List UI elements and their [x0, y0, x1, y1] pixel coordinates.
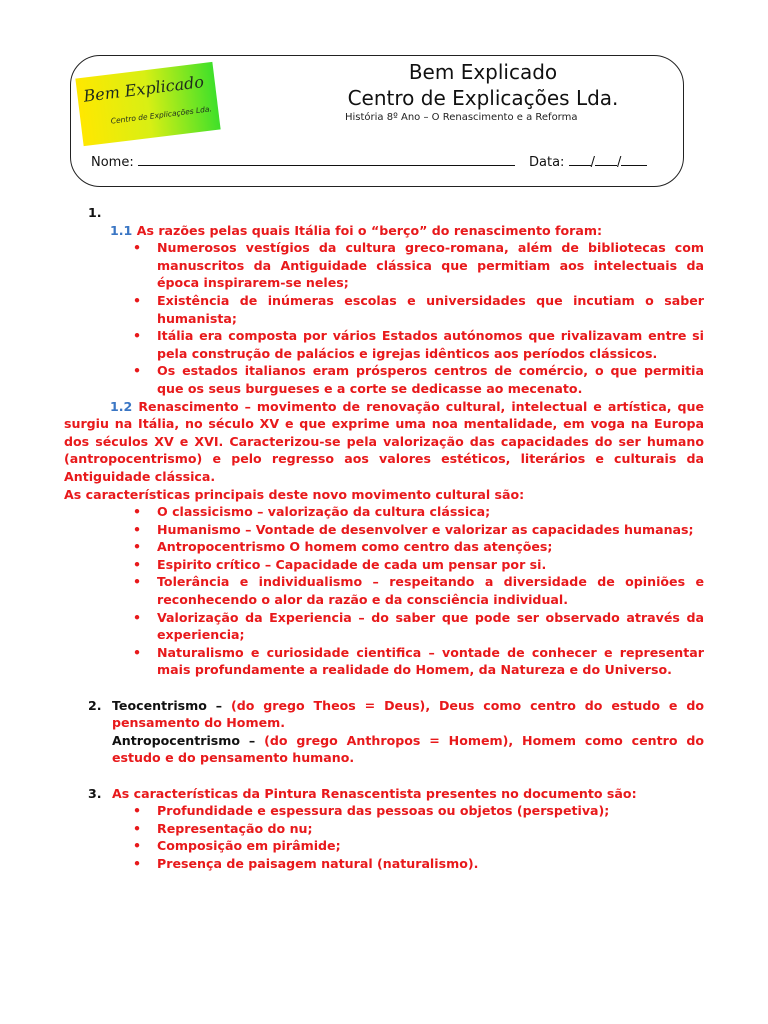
list-item: • Tolerância e individualismo – respeitando a diversidade de opiniões e reconhecendo o alor da razão e da consciência individual. — [64, 573, 704, 608]
answer-content — [64, 204, 704, 873]
section-number: 1.2 — [110, 398, 133, 414]
list-item: • Existência de inúmeras escolas e universidades que incutiam o saber humanista; — [64, 292, 704, 327]
term-teocentrismo: Teocentrismo – — [112, 697, 223, 713]
list-item: • Valorização da Experiencia – do saber que pode ser observado através da experiencia; — [64, 609, 704, 644]
list-item: • O classicismo – valorização da cultura clássica; — [64, 503, 704, 521]
name-field — [91, 153, 515, 170]
characteristics-intro: As características principais deste novo movimento cultural são: — [64, 486, 525, 502]
question-number: 3. — [88, 785, 102, 801]
header-subtitle: Centro de Explicações Lda. — [347, 86, 619, 110]
section-heading: As razões pelas quais Itália foi o “berço” do renascimento foram: — [136, 222, 603, 238]
section-number: 1.1 — [110, 222, 133, 238]
section-1-2 — [64, 398, 704, 486]
list-item: • Os estados italianos eram prósperos centros de comércio, o que permitia que os seus burgueses e a corte se dedicasse ao mecenato. — [64, 362, 704, 397]
list-item: • Naturalismo e curiosidade cientifica – vontade de conhecer e representar mais profundamente a realidade do Homem, da Natureza e do Universo. — [64, 644, 704, 679]
logo-title: Bem Explicado — [82, 72, 205, 106]
question-2-part-2 — [64, 732, 704, 767]
logo-subtitle: Centro de Explicações Lda. — [110, 104, 213, 126]
antropocentrismo-definition: (do grego Anthropos = Homem), Homem como centro do estudo e do pensamento humano. — [112, 732, 705, 766]
question-1 — [64, 204, 704, 222]
question-3 — [64, 785, 704, 803]
renascimento-definition: Renascimento – movimento de renovação cultural, intelectual e artística, que surgiu na Itália, no século XV e que exprime uma noa mentalidade, em voga na Europa dos séculos XV e XVI. Caracterizou-se pela valorização das capacidades do ser humano (antropocentrismo) e pelo regresso aos valores estéticos, literários e culturais da Antiguidade clássica. — [64, 398, 705, 484]
list-item: • Representação do nu; — [64, 820, 704, 838]
list-item: • Presença de paisagem natural (naturalismo). — [64, 855, 704, 873]
date-label: Data: — [529, 155, 565, 170]
course-title: História 8º Ano – O Renascimento e a Reforma — [345, 112, 578, 123]
question-number: 2. — [88, 697, 102, 713]
worksheet-header — [70, 55, 684, 187]
date-day-blank — [569, 153, 591, 166]
list-item: • Profundidade e espessura das pessoas ou objetos (perspetiva); — [64, 802, 704, 820]
question-2 — [64, 697, 704, 732]
question-number: 1. — [88, 205, 102, 220]
bem-explicado-logo — [75, 62, 220, 146]
section-1-1 — [64, 222, 704, 240]
term-antropocentrismo: Antropocentrismo – — [112, 732, 256, 748]
date-separator: / — [590, 155, 595, 170]
list-item: • Numerosos vestígios da cultura greco-romana, além de bibliotecas com manuscritos da Antiguidade clássica que permitiam aos intelectuais da época inspirarem-se neles; — [64, 239, 704, 292]
list-item: • Antropocentrismo O homem como centro das atenções; — [64, 538, 704, 556]
list-item: • Espirito crítico – Capacidade de cada um pensar por si. — [64, 556, 704, 574]
date-field — [529, 153, 647, 170]
date-separator: / — [616, 155, 622, 170]
list-item: • Itália era composta por vários Estados autónomos que rivalizavam entre si pela construção de palácios e igrejas idênticos aos períodos clássicos. — [64, 327, 704, 362]
question-3-intro: As características da Pintura Renascentista presentes no documento são: — [112, 785, 637, 801]
date-year-blank — [621, 153, 647, 166]
list-item: • Humanismo – Vontade de desenvolver e valorizar as capacidades humanas; — [64, 521, 704, 539]
date-month-blank — [595, 153, 617, 166]
name-label: Nome: — [91, 155, 134, 170]
teocentrismo-definition: (do grego Theos = Deus), Deus como centro do estudo e do pensamento do Homem. — [112, 697, 704, 731]
list-item: • Composição em pirâmide; — [64, 837, 704, 855]
header-title: Bem Explicado — [408, 60, 558, 84]
name-blank-line — [138, 153, 515, 166]
